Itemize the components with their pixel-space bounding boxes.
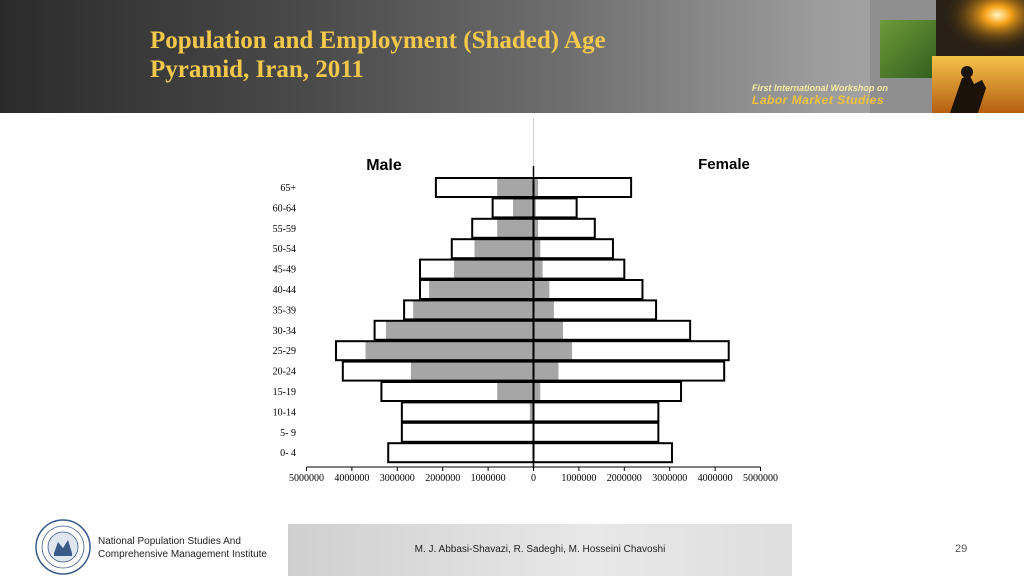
bar-female-employed-25-29 xyxy=(534,341,573,360)
footer-authors: M. J. Abbasi-Shavazi, R. Sadeghi, M. Hosseini Chavoshi xyxy=(414,544,666,555)
age-label-5-9: 5- 9 xyxy=(280,427,296,439)
bar-female-employed-40-44 xyxy=(534,280,550,299)
bar-female-employed-20-24 xyxy=(534,362,559,381)
age-label-30-34: 30-34 xyxy=(272,325,296,337)
age-label-20-24: 20-24 xyxy=(272,366,296,378)
bar-female-employed-35-39 xyxy=(534,300,554,319)
age-label-60-64: 60-64 xyxy=(272,203,296,215)
x-tick-label-8: 3000000 xyxy=(652,473,688,484)
institute-line-2: Comprehensive Management Institute xyxy=(98,549,267,560)
bar-male-employed-40-44 xyxy=(429,280,533,299)
age-label-55-59: 55-59 xyxy=(272,223,296,235)
x-tick-label-10: 5000000 xyxy=(743,473,778,484)
panel-label-male: Male xyxy=(366,157,402,174)
age-label-0-4: 0- 4 xyxy=(280,448,296,460)
bar-female-45-49 xyxy=(534,260,625,279)
bar-male-employed-20-24 xyxy=(411,362,534,381)
bar-male-10-14 xyxy=(402,402,534,421)
bar-female-employed-15-19 xyxy=(534,382,541,401)
age-label-45-49: 45-49 xyxy=(272,264,296,276)
institute-line-1: National Population Studies And xyxy=(98,536,241,547)
bar-female-employed-30-34 xyxy=(534,321,564,340)
bar-male-employed-15-19 xyxy=(497,382,533,401)
age-label-65: 65+ xyxy=(280,183,296,194)
bar-male-0-4 xyxy=(388,443,533,462)
age-label-40-44: 40-44 xyxy=(272,285,296,296)
title-line-1: Population and Employment (Shaded) Age xyxy=(150,27,606,54)
bar-male-employed-60-64 xyxy=(513,198,533,217)
x-tick-label-2: 3000000 xyxy=(379,473,415,484)
bar-female-40-44 xyxy=(534,280,643,299)
age-label-25-29: 25-29 xyxy=(272,346,296,358)
bar-male-employed-25-29 xyxy=(366,341,534,360)
page-number: 29 xyxy=(955,543,968,555)
bar-female-55-59 xyxy=(534,219,595,238)
bar-female-5-9 xyxy=(534,423,659,442)
bar-male-employed-55-59 xyxy=(497,219,533,238)
age-label-10-14: 10-14 xyxy=(272,407,296,419)
title-line-2: Pyramid, Iran, 2011 xyxy=(150,56,364,83)
x-tick-label-5: 0 xyxy=(531,473,536,484)
institute-seal-logo xyxy=(34,518,92,576)
bar-male-employed-45-49 xyxy=(454,260,533,279)
x-tick-label-0: 5000000 xyxy=(289,473,324,484)
bar-female-15-19 xyxy=(534,382,682,401)
bar-male-employed-35-39 xyxy=(413,300,533,319)
bar-female-0-4 xyxy=(534,443,672,462)
workshop-line-1: First International Workshop on xyxy=(752,83,888,93)
bar-female-employed-45-49 xyxy=(534,260,543,279)
bars-layer xyxy=(307,166,761,471)
workshop-line-2: Labor Market Studies xyxy=(752,93,885,107)
bar-female-65 xyxy=(534,178,632,197)
bar-female-employed-50-54 xyxy=(534,239,541,258)
footer-institute xyxy=(98,535,267,561)
x-tick-label-4: 1000000 xyxy=(470,473,506,484)
age-label-15-19: 15-19 xyxy=(272,387,296,398)
x-tick-label-6: 1000000 xyxy=(561,473,597,484)
bar-female-20-24 xyxy=(534,362,725,381)
x-tick-label-1: 4000000 xyxy=(334,473,370,484)
panel-label-female: Female xyxy=(698,156,750,173)
age-label-50-54: 50-54 xyxy=(272,244,296,256)
bar-female-10-14 xyxy=(534,402,659,421)
bar-female-50-54 xyxy=(534,239,613,258)
bar-male-5-9 xyxy=(402,423,534,442)
bar-female-60-64 xyxy=(534,198,577,217)
bar-male-employed-65 xyxy=(497,178,533,197)
bar-male-employed-30-34 xyxy=(386,321,534,340)
x-tick-label-3: 2000000 xyxy=(425,473,461,484)
x-tick-label-7: 2000000 xyxy=(606,473,642,484)
age-label-35-39: 35-39 xyxy=(272,305,296,317)
bar-male-employed-50-54 xyxy=(474,239,533,258)
x-tick-label-9: 4000000 xyxy=(697,473,733,484)
